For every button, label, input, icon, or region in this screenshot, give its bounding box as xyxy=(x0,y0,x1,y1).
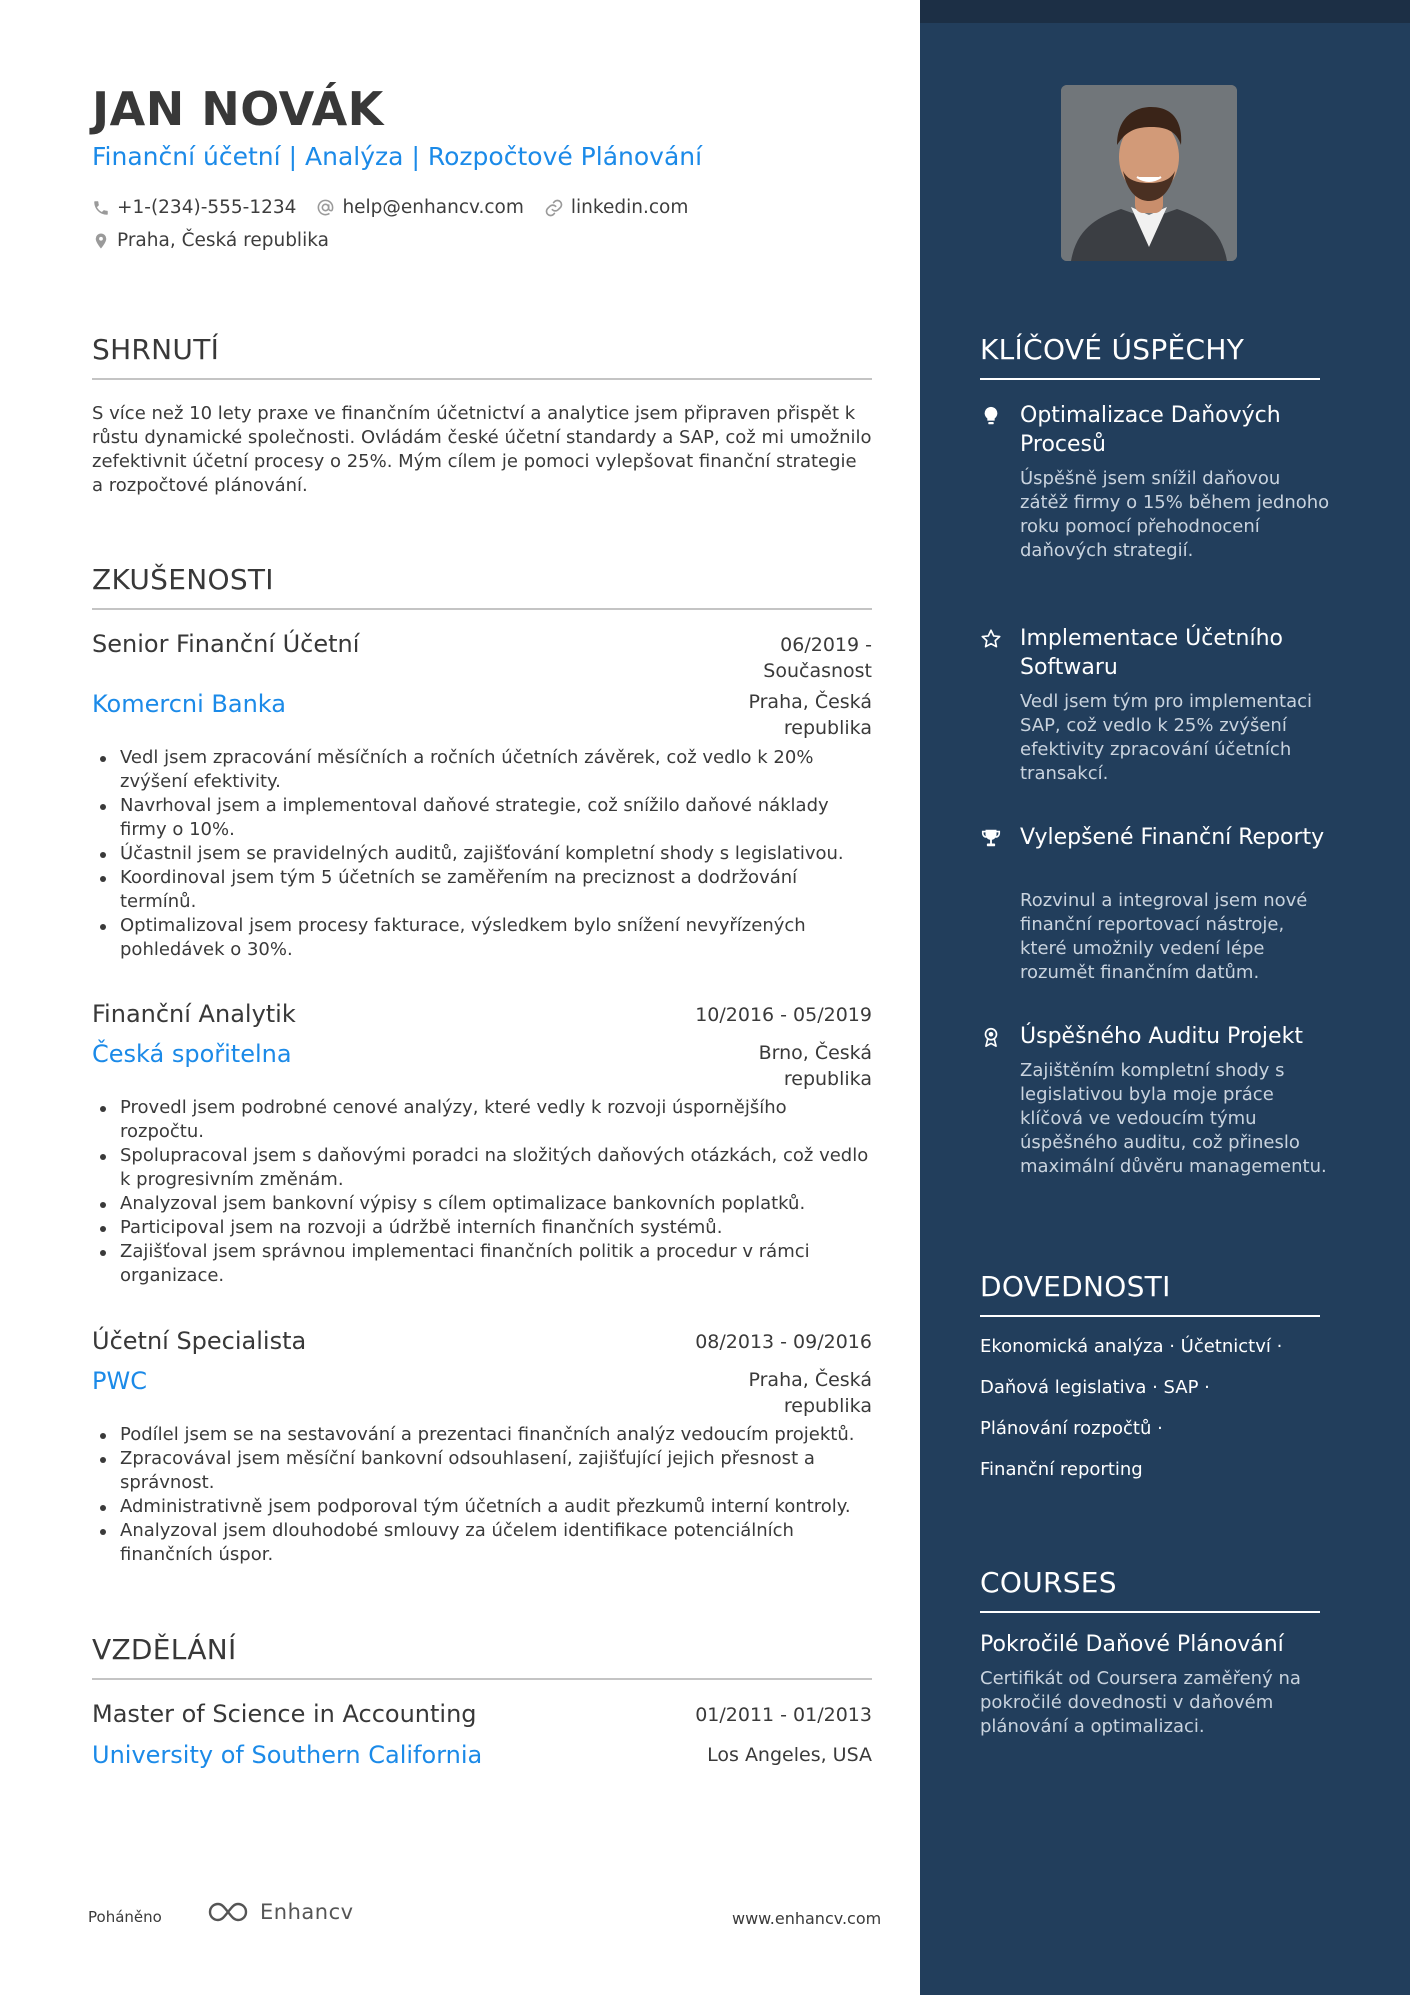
skill-line: Plánování rozpočtů · xyxy=(980,1418,1163,1439)
bullet-item: Vedl jsem zpracování měsíčních a ročních účetních závěrek, což vedlo k 20% zvýšení efektivity. xyxy=(92,746,872,794)
course-title: Pokročilé Daňové Plánování xyxy=(980,1632,1284,1657)
bullet-item: Participoval jsem na rozvoji a údržbě interních finančních systémů. xyxy=(92,1216,872,1240)
achievement-desc: Zajištěním kompletní shody s legislativou byla moje práce klíčová ve vedoucím týmu úspěšného auditu, což přineslo maximální důvěru managementu. xyxy=(1020,1060,1327,1177)
skills-heading: DOVEDNOSTI xyxy=(980,1270,1320,1317)
contact-row xyxy=(92,197,708,218)
bullet-item: Účastnil jsem se pravidelných auditů, zajišťování kompletní shody s legislativou. xyxy=(92,842,872,866)
candidate-name: JAN NOVÁK xyxy=(92,82,384,136)
job-location-line: Brno, Česká xyxy=(758,1042,872,1064)
job-location-line: republika xyxy=(783,1068,872,1090)
bullet-item: Navrhoval jsem a implementoval daňové strategie, což snížilo daňové náklady firmy o 10%. xyxy=(92,794,872,842)
phone-text: +1-(234)-555-1234 xyxy=(117,197,297,218)
job-location-line: Praha, Česká xyxy=(748,691,872,713)
job-dates xyxy=(763,632,872,684)
job-location xyxy=(748,1367,872,1419)
phone-icon xyxy=(92,199,110,217)
experience-heading: ZKUŠENOSTI xyxy=(92,563,872,610)
bullet-item: Zajišťoval jsem správnou implementaci finančních politik a procedur v rámci organizace. xyxy=(92,1240,872,1288)
job-location xyxy=(759,1040,872,1092)
courses-heading: COURSES xyxy=(980,1566,1320,1613)
achievement-desc: Vedl jsem tým pro implementaci SAP, což vedlo k 25% zvýšení efektivity zpracování účetních transakcí. xyxy=(1020,691,1313,784)
trophy-icon xyxy=(980,827,1002,849)
achievement-desc: Rozvinul a integroval jsem nové finanční reportovací nástroje, které umožnily vedení lépe rozumět finančním datům. xyxy=(1020,890,1308,983)
powered-by-label: Poháněno xyxy=(88,1908,162,1926)
title-part: Analýza xyxy=(305,142,404,171)
education-heading: VZDĚLÁNÍ xyxy=(92,1633,872,1680)
title-separator: | xyxy=(288,142,297,171)
bullet-item: Administrativně jsem podporoval tým účetních a audit přezkumů interní kontroly. xyxy=(92,1495,872,1519)
job-company: Česká spořitelna xyxy=(92,1040,292,1068)
candidate-title xyxy=(92,142,702,171)
achievement-title: Úspěšného Auditu Projekt xyxy=(1020,1024,1303,1049)
course-desc: Certifikát od Coursera zaměřený na pokročilé dovednosti v daňovém plánování a optimalizaci. xyxy=(980,1668,1301,1737)
title-part: Rozpočtové Plánování xyxy=(427,142,703,171)
job-bullets xyxy=(92,746,872,962)
bullet-item: Koordinoval jsem tým 5 účetních se zaměřením na preciznost a dodržování termínů. xyxy=(92,866,872,914)
achievement-title: Optimalizace Daňových Procesů xyxy=(1020,403,1281,457)
linkedin-text: linkedin.com xyxy=(570,197,689,218)
job-dates-line: 08/2013 - 09/2016 xyxy=(695,1331,872,1353)
bullet-item: Optimalizoval jsem procesy fakturace, výsledkem bylo snížení nevyřízených pohledávek o 30%. xyxy=(92,914,872,962)
achievement-title: Implementace Účetního Softwaru xyxy=(1020,626,1283,680)
profile-photo xyxy=(1061,85,1237,261)
skill-line: Ekonomická analýza · Účetnictví · xyxy=(980,1336,1283,1357)
enhancv-logo[interactable] xyxy=(206,1900,354,1924)
job-location-line: Praha, Česká xyxy=(748,1369,872,1391)
skill-line: Daňová legislativa · SAP · xyxy=(980,1377,1210,1398)
award-icon xyxy=(980,1026,1002,1048)
bullet-item: Spolupracoval jsem s daňovými poradci na složitých daňových otázkách, což vedlo k progresivním změnám. xyxy=(92,1144,872,1192)
job-title: Senior Finanční Účetní xyxy=(92,630,360,658)
title-separator: | xyxy=(411,142,420,171)
school-name: University of Southern California xyxy=(92,1741,483,1769)
job-location-line: republika xyxy=(783,717,872,739)
degree-title: Master of Science in Accounting xyxy=(92,1700,477,1728)
summary-heading: SHRNUTÍ xyxy=(92,333,872,380)
enhancv-brand: Enhancv xyxy=(260,1900,354,1924)
job-location-line: republika xyxy=(783,1395,872,1417)
email-contact[interactable] xyxy=(316,197,523,218)
job-title: Finanční Analytik xyxy=(92,1000,296,1028)
email-text: help@enhancv.com xyxy=(342,197,524,218)
achievement-title: Vylepšené Finanční Reporty xyxy=(1020,825,1325,850)
skill-line: Finanční reporting xyxy=(980,1459,1143,1480)
footer-url[interactable]: www.enhancv.com xyxy=(732,1909,882,1928)
location-row xyxy=(92,230,349,251)
job-dates-line: 10/2016 - 05/2019 xyxy=(695,1004,872,1026)
job-dates-line: 06/2019 - xyxy=(780,634,872,656)
job-dates xyxy=(695,1329,872,1355)
job-company: Komercni Banka xyxy=(92,690,286,718)
map-pin-icon xyxy=(92,231,110,251)
job-company: PWC xyxy=(92,1367,147,1395)
location-contact xyxy=(92,230,329,251)
star-icon xyxy=(980,628,1002,650)
bullet-item: Analyzoval jsem dlouhodobé smlouvy za účelem identifikace potenciálních finančních úspor. xyxy=(92,1519,872,1567)
achievements-heading: KLÍČOVÉ ÚSPĚCHY xyxy=(980,333,1320,380)
job-dates-line: Současnost xyxy=(763,660,872,682)
bullet-item: Zpracovával jsem měsíční bankovní odsouhlasení, zajišťující jejich přesnost a správnost. xyxy=(92,1447,872,1495)
title-part: Finanční účetní xyxy=(92,142,281,171)
link-icon xyxy=(544,198,564,218)
profile-portrait xyxy=(1061,85,1237,261)
location-text: Praha, Česká republika xyxy=(117,230,329,251)
job-bullets xyxy=(92,1096,872,1288)
job-bullets xyxy=(92,1423,872,1567)
at-icon xyxy=(316,198,335,217)
sidebar xyxy=(920,0,1410,1995)
sidebar-top-strip xyxy=(920,0,1410,23)
achievement-desc: Úspěšně jsem snížil daňovou zátěž firmy o 15% během jednoho roku pomocí přehodnocení daňových strategií. xyxy=(1020,468,1330,561)
job-title: Účetní Specialista xyxy=(92,1327,307,1355)
enhancv-logo-icon xyxy=(206,1900,252,1924)
school-location: Los Angeles, USA xyxy=(707,1744,872,1766)
summary-text: S více než 10 lety praxe ve finančním účetnictví a analytice jsem připraven přispět k růstu dynamické společnosti. Ovládám české účetní standardy a SAP, což mi umožnilo zefektivnit účetní procesy o 25%. Mým cílem je pomoci vylepšovat finanční strategie a rozpočtové plánování. xyxy=(92,403,872,496)
job-dates xyxy=(695,1002,872,1028)
education-dates: 01/2011 - 01/2013 xyxy=(695,1704,872,1726)
bullet-item: Analyzoval jsem bankovní výpisy s cílem optimalizace bankovních poplatků. xyxy=(92,1192,872,1216)
lightbulb-icon xyxy=(980,405,1002,427)
bullet-item: Provedl jsem podrobné cenové analýzy, které vedly k rozvoji úspornějšího rozpočtu. xyxy=(92,1096,872,1144)
linkedin-contact[interactable] xyxy=(544,197,688,218)
bullet-item: Podílel jsem se na sestavování a prezentaci finančních analýz vedoucím projektů. xyxy=(92,1423,872,1447)
job-location xyxy=(748,689,872,741)
phone-contact[interactable] xyxy=(92,197,296,218)
skills-list xyxy=(980,1334,1320,1498)
